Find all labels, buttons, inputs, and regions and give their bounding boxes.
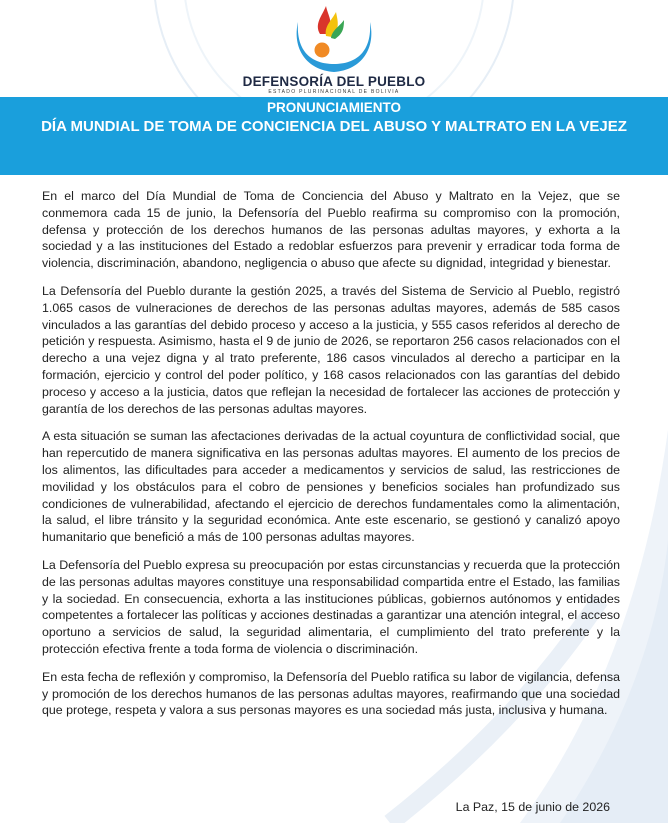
paragraph: A esta situación se suman las afectaciones derivadas de la actual coyuntura de conflictividad social, que han repercutido de manera significativa en las personas adultas mayores. El aumento de los precios de los alimentos, las dificultades para acceder a medicamentos y servicios de salud, las restricciones de movilidad y los obstáculos para el cobro de pensiones y beneficios sociales han profundizado sus condiciones de vulnerabilidad, afectando el ejercicio de derechos fundamentales como la alimentación, la salud, el libre tránsito y la seguridad económica. Ante este escenario, se gestionó y canalizó apoyo humanitario que benefició a más de 100 personas adultas mayores. (42, 429, 620, 545)
title-banner (0, 97, 668, 175)
place-date-signoff: La Paz, 15 de junio de 2026 (455, 800, 610, 814)
banner-title: DÍA MUNDIAL DE TOMA DE CONCIENCIA DEL ABUSO Y MALTRATO EN LA VEJEZ (41, 118, 627, 135)
statement-body (42, 188, 620, 730)
paragraph: La Defensoría del Pueblo expresa su preocupación por estas circunstancias y recuerda que la protección de las personas adultas mayores constituye una responsabilidad compartida entre el Estado, las familias y la sociedad. En consecuencia, exhorta a las instituciones públicas, gobiernos autónomos y entidades competentes a fortalecer las políticas y acciones destinadas a garantizar una atención integral, el acceso oportuno a servicios de salud, la seguridad alimentaria, el cumplimiento del trato preferente y la protección efectiva frente a toda forma de violencia o discriminación. (42, 557, 620, 656)
organization-name: DEFENSORÍA DEL PUEBLO (242, 74, 426, 89)
paragraph: En el marco del Día Mundial de Toma de Conciencia del Abuso y Maltrato en la Vejez, que se conmemora cada 15 de junio, la Defensoría del Pueblo reafirma su compromiso con la promoción, defensa y protección de los derechos humanos de las personas adultas mayores, y exhorta a la sociedad y a las instituciones del Estado a redoblar esfuerzos para prevenir y erradicar toda forma de violencia, discriminación, abandono, negligencia o abuso que afecte su dignidad, integridad y bienestar. (42, 189, 620, 271)
paragraph: La Defensoría del Pueblo durante la gestión 2025, a través del Sistema de Servicio al Pueblo, registró 1.065 casos de vulneraciones de derechos de las personas adultas mayores, además de 585 casos vinculados a las garantías del debido proceso y acceso a la justicia, y 555 casos referidos al derecho de petición y respuesta. Asimismo, hasta el 9 de junio de 2026, se reportaron 256 casos relacionados con el derecho a una vejez digna y al trato preferente, 186 casos vinculados al derecho a participar en la formación, ejercicio y control del poder político, y 168 casos relacionados con las garantías del debido proceso y acceso a la justicia, datos que reflejan la necesidad de fortalecer las acciones de protección y garantía de los derechos de las personas adultas mayores. (42, 283, 620, 416)
banner-kicker: PRONUNCIAMIENTO (266, 100, 401, 115)
paragraph: En esta fecha de reflexión y compromiso, la Defensoría del Pueblo ratifica su labor de vigilancia, defensa y promoción de los derechos humanos de las personas adultas mayores, reafirmando que una sociedad que protege, respeta y valora a sus personas mayores es una sociedad más justa, inclusiva y humana. (42, 669, 620, 718)
organization-subtitle: ESTADO PLURINACIONAL DE BOLIVIA (268, 89, 400, 95)
